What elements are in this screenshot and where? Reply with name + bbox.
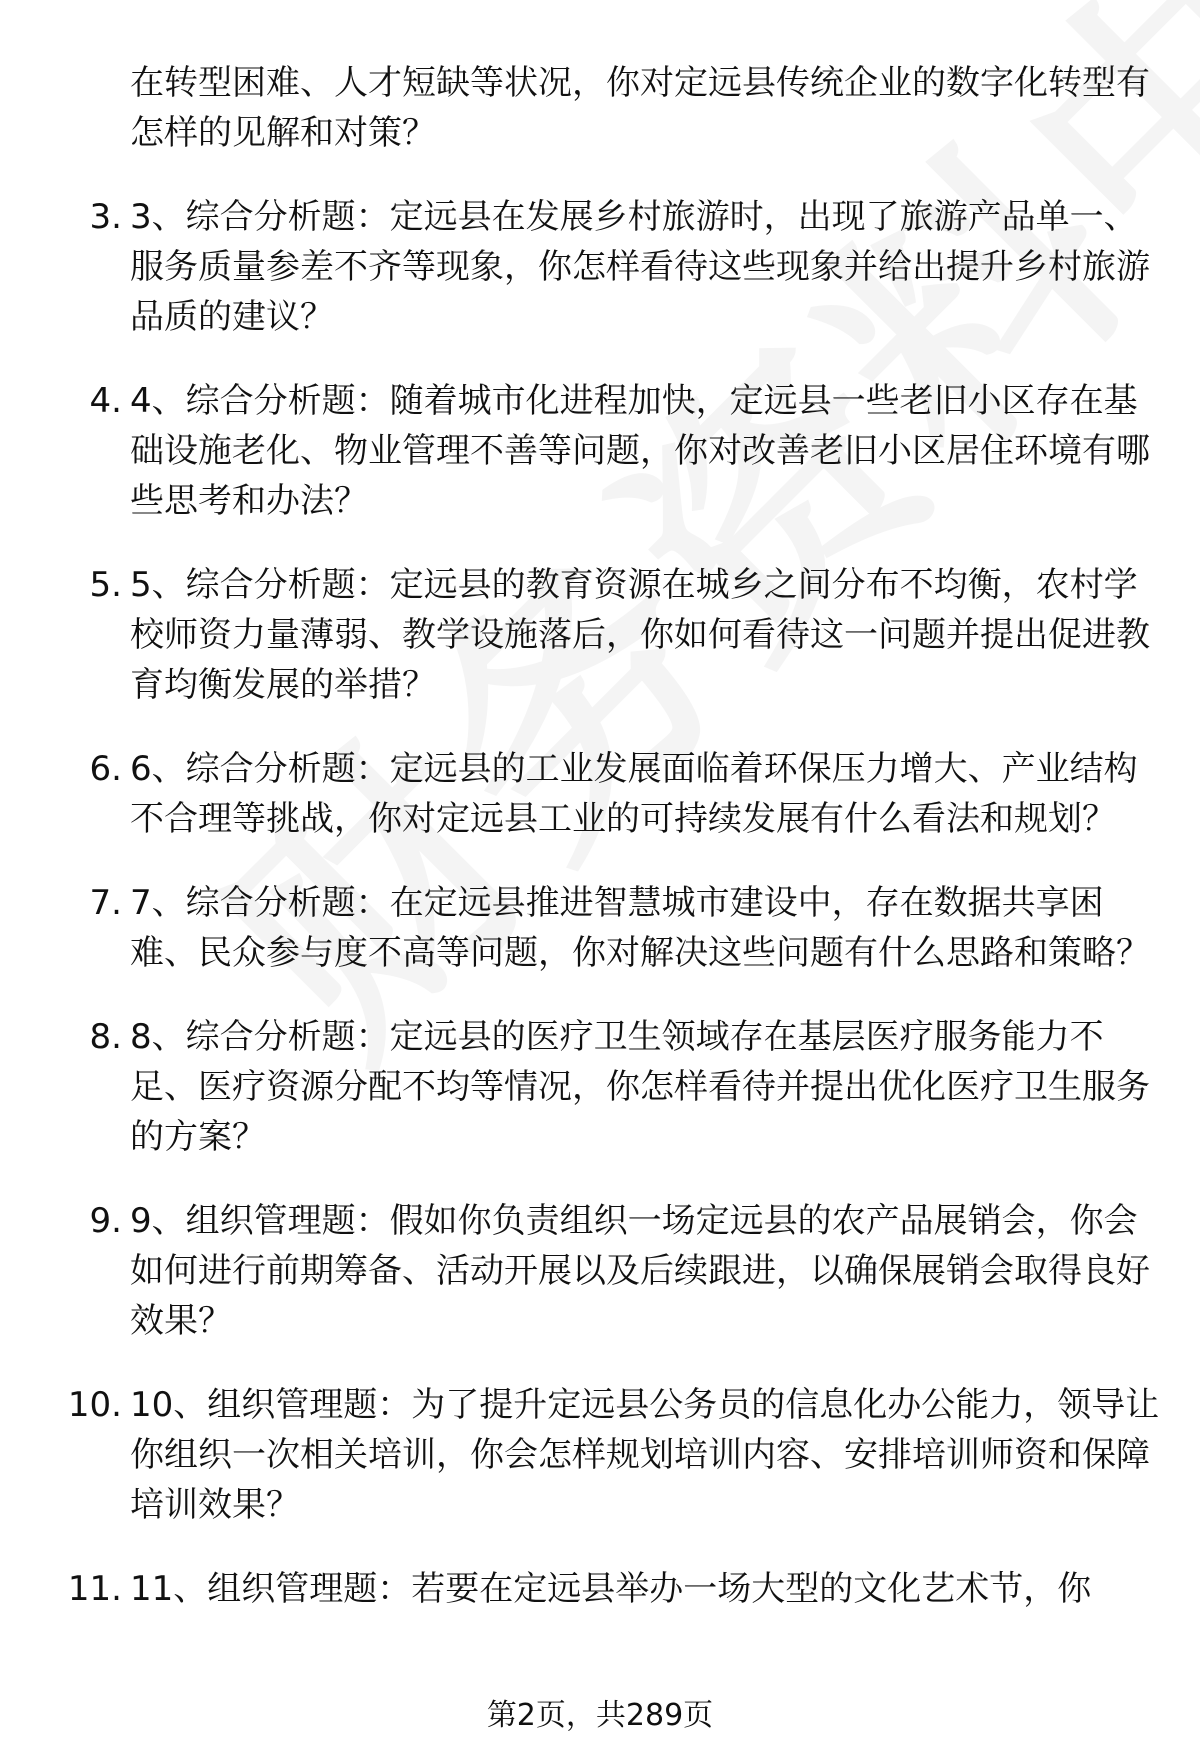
item-number: 9. [89, 1201, 122, 1241]
item-text: 8、综合分析题：定远县的医疗卫生领域存在基层医疗服务能力不足、医疗资源分配不均等情况，你怎样看待并提出优化医疗卫生服务的方案？ [130, 1017, 1150, 1157]
item-text: 在转型困难、人才短缺等状况，你对定远县传统企业的数字化转型有怎样的见解和对策？ [130, 63, 1150, 153]
list-item [0, 1012, 1200, 1162]
item-text: 5、综合分析题：定远县的教育资源在城乡之间分布不均衡，农村学校师资力量薄弱、教学设施落后，你如何看待这一问题并提出促进教育均衡发展的举措？ [130, 565, 1150, 705]
item-text: 9、组织管理题：假如你负责组织一场定远县的农产品展销会，你会如何进行前期筹备、活动开展以及后续跟进，以确保展销会取得良好效果？ [130, 1201, 1150, 1341]
list-item [0, 744, 1200, 844]
list-item [0, 58, 1200, 158]
item-number: 8. [89, 1017, 122, 1057]
list-item [0, 1380, 1200, 1530]
list-item [0, 1196, 1200, 1346]
item-number: 7. [89, 883, 122, 923]
item-number: 5. [89, 565, 122, 605]
item-number: 6. [89, 749, 122, 789]
item-text: 6、综合分析题：定远县的工业发展面临着环保压力增大、产业结构不合理等挑战，你对定远县工业的可持续发展有什么看法和规划？ [130, 749, 1138, 839]
list-item [0, 560, 1200, 710]
item-number: 3. [89, 197, 122, 237]
question-list [0, 58, 1200, 1648]
item-number: 11. [67, 1569, 122, 1609]
item-number: 10. [67, 1385, 122, 1425]
list-item [0, 1564, 1200, 1614]
list-item [0, 878, 1200, 978]
item-number: 4. [89, 381, 122, 421]
item-text: 7、综合分析题：在定远县推进智慧城市建设中，存在数据共享困难、民众参与度不高等问题，你对解决这些问题有什么思路和策略？ [130, 883, 1150, 973]
page-footer: 第2页，共289页 [486, 1698, 714, 1733]
list-item [0, 192, 1200, 342]
item-text: 11、组织管理题：若要在定远县举办一场大型的文化艺术节，你 [130, 1569, 1092, 1609]
item-text: 10、组织管理题：为了提升定远县公务员的信息化办公能力，领导让你组织一次相关培训，你会怎样规划培训内容、安排培训师资和保障培训效果？ [130, 1385, 1160, 1525]
item-text: 3、综合分析题：定远县在发展乡村旅游时，出现了旅游产品单一、服务质量参差不齐等现象，你怎样看待这些现象并给出提升乡村旅游品质的建议？ [130, 197, 1150, 337]
list-item [0, 376, 1200, 526]
item-text: 4、综合分析题：随着城市化进程加快，定远县一些老旧小区存在基础设施老化、物业管理不善等问题，你对改善老旧小区居住环境有哪些思考和办法？ [130, 381, 1150, 521]
